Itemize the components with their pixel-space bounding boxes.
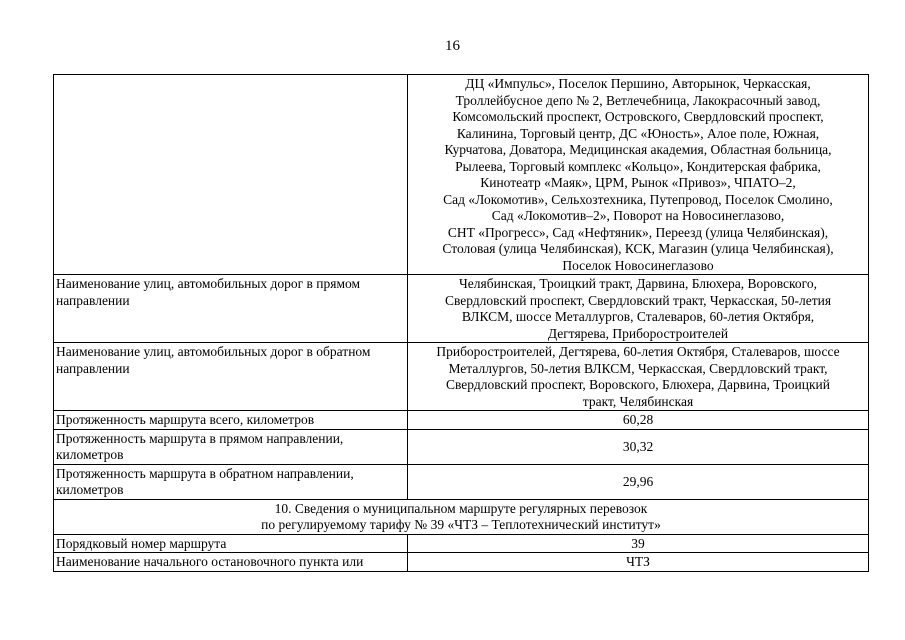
total-length-value: 60,28 bbox=[408, 411, 869, 430]
forward-streets-cell bbox=[408, 275, 869, 343]
row-label bbox=[54, 75, 408, 275]
table-row bbox=[54, 343, 869, 411]
forward-length-value: 30,32 bbox=[408, 429, 869, 464]
streets-line: ВЛКСМ, шоссе Металлургов, Сталеваров, 60-летия Октября, bbox=[461, 309, 815, 324]
streets-line: Свердловский проспект, Свердловский тракт, Черкасская, 50-летия bbox=[444, 292, 832, 308]
stops-line: Калинина, Торговый центр, ДС «Юность», Алое поле, Южная, bbox=[456, 125, 820, 141]
stops-line: Троллейбусное депо № 2, Ветлечебница, Лакокрасочный завод, bbox=[455, 92, 821, 108]
streets-line: Приборостроителей, Дегтярева, 60-летия Октября, Сталеваров, шоссе bbox=[436, 344, 840, 359]
page-number: 16 bbox=[445, 38, 460, 54]
table-row bbox=[54, 275, 869, 343]
row-label: Наименование начального остановочного пункта или bbox=[54, 553, 408, 572]
row-label: Протяженность маршрута всего, километров bbox=[54, 411, 408, 430]
reverse-streets-cell bbox=[408, 343, 869, 411]
row-label: Порядковый номер маршрута bbox=[54, 534, 408, 553]
table-row bbox=[54, 411, 869, 430]
stops-line: Комсомольский проспект, Островского, Свердловский проспект, bbox=[452, 109, 824, 124]
reverse-length-value: 29,96 bbox=[408, 464, 869, 499]
row-label: Протяженность маршрута в обратном направлении, километров bbox=[54, 464, 408, 499]
stops-line: ДЦ «Импульс», Поселок Першино, Авторынок, Черкасская, bbox=[465, 76, 811, 91]
stops-line: Поселок Новосинеглазово bbox=[562, 257, 714, 273]
streets-line: Дегтярева, Приборостроителей bbox=[547, 325, 729, 341]
route-info-table bbox=[53, 74, 869, 572]
section-heading-line: по регулируемому тарифу № 39 «ЧТЗ – Теплотехнический институт» bbox=[261, 517, 661, 532]
stops-list-cell bbox=[408, 75, 869, 275]
table-row bbox=[54, 534, 869, 553]
streets-line: Челябинская, Троицкий тракт, Дарвина, Блюхера, Воровского, bbox=[459, 276, 817, 291]
stops-line: Столовая (улица Челябинская), КСК, Магазин (улица Челябинская), bbox=[442, 241, 834, 256]
stops-line: Сад «Локомотив–2», Поворот на Новосинеглазово, bbox=[491, 208, 785, 223]
streets-line: тракт, Челябинская bbox=[582, 393, 694, 409]
section-heading bbox=[54, 499, 869, 534]
row-label: Наименование улиц, автомобильных дорог в прямом направлении bbox=[54, 275, 408, 343]
section-heading-line: 10. Сведения о муниципальном маршруте регулярных перевозок bbox=[274, 500, 648, 516]
stops-line: СНТ «Прогресс», Сад «Нефтяник», Переезд (улица Челябинская), bbox=[447, 224, 829, 240]
streets-line: Свердловский проспект, Воровского, Блюхера, Дарвина, Троицкий bbox=[445, 377, 830, 392]
table-row bbox=[54, 499, 869, 534]
stops-line: Курчатова, Доватора, Медицинская академия, Областная больница, bbox=[444, 142, 832, 157]
row-label: Протяженность маршрута в прямом направлении, километров bbox=[54, 429, 408, 464]
start-stop-value: ЧТЗ bbox=[408, 553, 869, 572]
stops-line: Сад «Локомотив», Сельхозтехника, Путепровод, Поселок Смолино, bbox=[443, 191, 833, 207]
table-row bbox=[54, 464, 869, 499]
table-row bbox=[54, 553, 869, 572]
route-number-value: 39 bbox=[408, 534, 869, 553]
stops-line: Кинотеатр «Маяк», ЦРМ, Рынок «Привоз», ЧПАТО–2, bbox=[480, 175, 796, 190]
table-row bbox=[54, 429, 869, 464]
table-row bbox=[54, 75, 869, 275]
streets-line: Металлургов, 50-летия ВЛКСМ, Черкасская, Свердловский тракт, bbox=[448, 360, 828, 376]
row-label: Наименование улиц, автомобильных дорог в обратном направлении bbox=[54, 343, 408, 411]
stops-line: Рылеева, Торговый комплекс «Кольцо», Кондитерская фабрика, bbox=[455, 158, 821, 174]
